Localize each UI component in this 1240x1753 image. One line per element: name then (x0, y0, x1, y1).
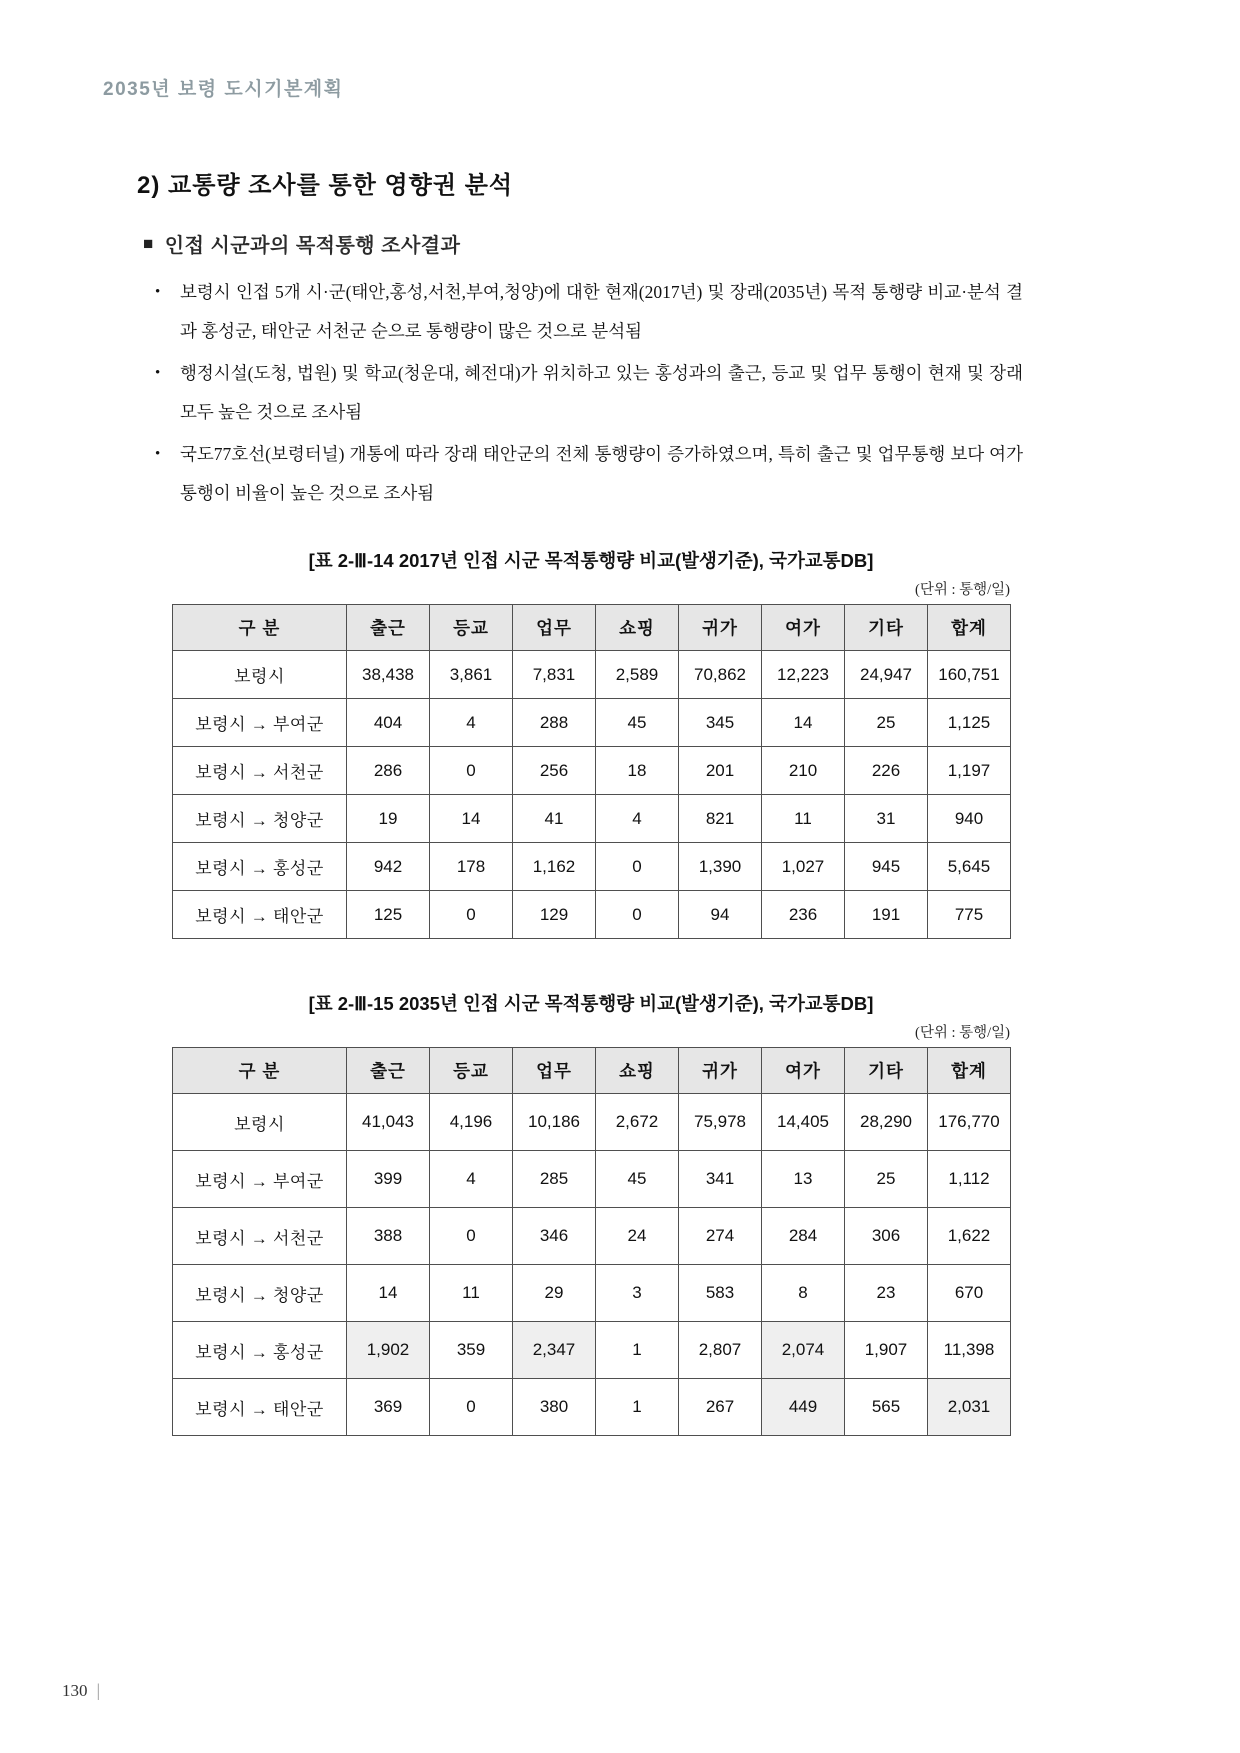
cell-value: 8 (762, 1265, 845, 1322)
row-label: 보령시 → 태안군 (173, 1379, 347, 1436)
cell-value: 160,751 (928, 651, 1011, 699)
cell-value: 821 (679, 795, 762, 843)
cell-value: 10,186 (513, 1094, 596, 1151)
cell-value: 28,290 (845, 1094, 928, 1151)
cell-value: 24 (596, 1208, 679, 1265)
cell-value: 226 (845, 747, 928, 795)
cell-value: 0 (430, 747, 513, 795)
table-row (173, 1094, 1011, 1151)
cell-value: 0 (596, 891, 679, 939)
column-header: 출근 (347, 1048, 430, 1094)
cell-value: 11 (762, 795, 845, 843)
column-header: 등교 (430, 605, 513, 651)
row-label: 보령시 (173, 651, 347, 699)
column-header: 쇼핑 (596, 1048, 679, 1094)
table-block (172, 992, 1010, 1436)
data-table (172, 604, 1011, 939)
cell-value: 14,405 (762, 1094, 845, 1151)
bullet-text: 보령시 인접 5개 시·군(태안,홍성,서천,부여,청양)에 대한 현재(2017년) 및 장래(2035년) 목적 통행량 비교·분석 결과 홍성군, 태안군 서천군 순으로 통행량이 많은 것으로 분석됨 (180, 282, 1023, 341)
cell-value: 285 (513, 1151, 596, 1208)
cell-value: 0 (430, 1208, 513, 1265)
bullet-marker-icon: • (155, 446, 161, 462)
page-number-value: 130 (62, 1681, 88, 1700)
table-row (173, 699, 1011, 747)
cell-value: 210 (762, 747, 845, 795)
cell-value: 1,622 (928, 1208, 1011, 1265)
cell-value: 201 (679, 747, 762, 795)
cell-value: 449 (762, 1379, 845, 1436)
table-block (172, 549, 1010, 939)
row-label: 보령시 → 홍성군 (173, 1322, 347, 1379)
row-label: 보령시 (173, 1094, 347, 1151)
cell-value: 2,347 (513, 1322, 596, 1379)
cell-value: 0 (596, 843, 679, 891)
bullet-text: 국도77호선(보령터널) 개통에 따라 장래 태안군의 전체 통행량이 증가하였으며, 특히 출근 및 업무통행 보다 여가통행이 비율이 높은 것으로 조사됨 (180, 444, 1023, 503)
cell-value: 2,807 (679, 1322, 762, 1379)
cell-value: 286 (347, 747, 430, 795)
cell-value: 38,438 (347, 651, 430, 699)
table-row (173, 1322, 1011, 1379)
cell-value: 670 (928, 1265, 1011, 1322)
cell-value: 1,125 (928, 699, 1011, 747)
cell-value: 4,196 (430, 1094, 513, 1151)
cell-value: 125 (347, 891, 430, 939)
row-label: 보령시 → 태안군 (173, 891, 347, 939)
cell-value: 1,162 (513, 843, 596, 891)
table-row (173, 651, 1011, 699)
cell-value: 14 (347, 1265, 430, 1322)
cell-value: 267 (679, 1379, 762, 1436)
cell-value: 359 (430, 1322, 513, 1379)
square-bullet-icon: ■ (143, 233, 154, 253)
table-row (173, 795, 1011, 843)
bullet-marker-icon: • (155, 284, 161, 300)
bullet-marker-icon: • (155, 365, 161, 381)
cell-value: 94 (679, 891, 762, 939)
document-header: 2035년 보령 도시기본계획 (103, 79, 344, 100)
subsection-title: 인접 시군과의 목적통행 조사결과 (164, 235, 461, 257)
column-header: 업무 (513, 1048, 596, 1094)
cell-value: 18 (596, 747, 679, 795)
cell-value: 1,027 (762, 843, 845, 891)
cell-value: 11,398 (928, 1322, 1011, 1379)
column-header: 업무 (513, 605, 596, 651)
cell-value: 1,907 (845, 1322, 928, 1379)
table-header-row (173, 1048, 1011, 1094)
cell-value: 191 (845, 891, 928, 939)
table-unit-note: (단위 : 통행/일) (915, 1025, 1010, 1041)
cell-value: 399 (347, 1151, 430, 1208)
cell-value: 75,978 (679, 1094, 762, 1151)
cell-value: 2,031 (928, 1379, 1011, 1436)
bullet-item (155, 354, 1023, 432)
table-row (173, 1208, 1011, 1265)
cell-value: 14 (430, 795, 513, 843)
cell-value: 31 (845, 795, 928, 843)
cell-value: 4 (430, 1151, 513, 1208)
cell-value: 404 (347, 699, 430, 747)
cell-value: 129 (513, 891, 596, 939)
cell-value: 2,589 (596, 651, 679, 699)
column-header: 귀가 (679, 1048, 762, 1094)
cell-value: 25 (845, 1151, 928, 1208)
cell-value: 583 (679, 1265, 762, 1322)
cell-value: 256 (513, 747, 596, 795)
table-row (173, 1151, 1011, 1208)
table-row (173, 1379, 1011, 1436)
cell-value: 4 (430, 699, 513, 747)
column-header: 귀가 (679, 605, 762, 651)
cell-value: 369 (347, 1379, 430, 1436)
cell-value: 13 (762, 1151, 845, 1208)
table-unit-note: (단위 : 통행/일) (915, 582, 1010, 598)
bullet-item (155, 273, 1023, 351)
table-row (173, 1265, 1011, 1322)
cell-value: 346 (513, 1208, 596, 1265)
bullet-item (155, 435, 1023, 513)
table-caption: [표 2-Ⅲ-15 2035년 인접 시군 목적통행량 비교(발생기준), 국가교통DB] (308, 993, 874, 1014)
column-header: 합계 (928, 605, 1011, 651)
page-number-separator: | (96, 1680, 101, 1700)
table-row (173, 747, 1011, 795)
cell-value: 41,043 (347, 1094, 430, 1151)
cell-value: 29 (513, 1265, 596, 1322)
column-header: 여가 (762, 1048, 845, 1094)
table-caption: [표 2-Ⅲ-14 2017년 인접 시군 목적통행량 비교(발생기준), 국가교통DB] (308, 550, 874, 571)
column-header: 출근 (347, 605, 430, 651)
cell-value: 178 (430, 843, 513, 891)
cell-value: 70,862 (679, 651, 762, 699)
row-label: 보령시 → 청양군 (173, 795, 347, 843)
cell-value: 12,223 (762, 651, 845, 699)
cell-value: 41 (513, 795, 596, 843)
cell-value: 2,672 (596, 1094, 679, 1151)
cell-value: 1,112 (928, 1151, 1011, 1208)
cell-value: 24,947 (845, 651, 928, 699)
cell-value: 11 (430, 1265, 513, 1322)
cell-value: 0 (430, 891, 513, 939)
cell-value: 274 (679, 1208, 762, 1265)
row-label: 보령시 → 부여군 (173, 1151, 347, 1208)
cell-value: 3 (596, 1265, 679, 1322)
cell-value: 945 (845, 843, 928, 891)
table-row (173, 843, 1011, 891)
cell-value: 565 (845, 1379, 928, 1436)
column-header: 기타 (845, 1048, 928, 1094)
cell-value: 1 (596, 1322, 679, 1379)
column-header: 합계 (928, 1048, 1011, 1094)
cell-value: 380 (513, 1379, 596, 1436)
section-title: 2) 교통량 조사를 통한 영향권 분석 (137, 172, 514, 199)
cell-value: 236 (762, 891, 845, 939)
cell-value: 19 (347, 795, 430, 843)
column-header: 기타 (845, 605, 928, 651)
column-header: 여가 (762, 605, 845, 651)
table-row (173, 891, 1011, 939)
subsection-heading (143, 229, 460, 258)
column-header: 쇼핑 (596, 605, 679, 651)
cell-value: 940 (928, 795, 1011, 843)
cell-value: 2,074 (762, 1322, 845, 1379)
table-header-row (173, 605, 1011, 651)
cell-value: 1,197 (928, 747, 1011, 795)
cell-value: 45 (596, 699, 679, 747)
cell-value: 4 (596, 795, 679, 843)
page-number (62, 1680, 100, 1701)
bullet-text: 행정시설(도청, 법원) 및 학교(청운대, 혜전대)가 위치하고 있는 홍성과의 출근, 등교 및 업무 통행이 현재 및 장래 모두 높은 것으로 조사됨 (180, 363, 1023, 422)
cell-value: 288 (513, 699, 596, 747)
cell-value: 388 (347, 1208, 430, 1265)
column-header: 구 분 (173, 605, 347, 651)
cell-value: 1 (596, 1379, 679, 1436)
cell-value: 284 (762, 1208, 845, 1265)
row-label: 보령시 → 서천군 (173, 747, 347, 795)
cell-value: 3,861 (430, 651, 513, 699)
cell-value: 45 (596, 1151, 679, 1208)
cell-value: 0 (430, 1379, 513, 1436)
cell-value: 23 (845, 1265, 928, 1322)
cell-value: 341 (679, 1151, 762, 1208)
cell-value: 176,770 (928, 1094, 1011, 1151)
cell-value: 1,390 (679, 843, 762, 891)
bullet-list (155, 273, 1023, 516)
row-label: 보령시 → 홍성군 (173, 843, 347, 891)
cell-value: 942 (347, 843, 430, 891)
cell-value: 14 (762, 699, 845, 747)
cell-value: 345 (679, 699, 762, 747)
row-label: 보령시 → 부여군 (173, 699, 347, 747)
cell-value: 1,902 (347, 1322, 430, 1379)
row-label: 보령시 → 청양군 (173, 1265, 347, 1322)
cell-value: 5,645 (928, 843, 1011, 891)
column-header: 구 분 (173, 1048, 347, 1094)
cell-value: 7,831 (513, 651, 596, 699)
cell-value: 306 (845, 1208, 928, 1265)
column-header: 등교 (430, 1048, 513, 1094)
data-table (172, 1047, 1011, 1436)
cell-value: 25 (845, 699, 928, 747)
cell-value: 775 (928, 891, 1011, 939)
row-label: 보령시 → 서천군 (173, 1208, 347, 1265)
